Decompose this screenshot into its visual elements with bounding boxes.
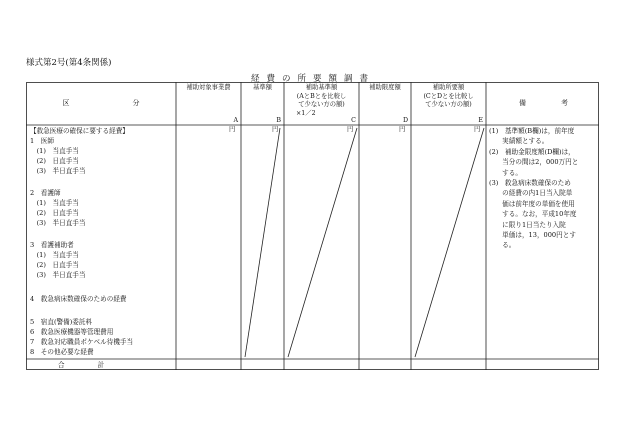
col-c-line: 補助基準額 (305, 84, 338, 91)
col-e-line: て少ない方の額) (425, 101, 472, 108)
remark-line: る。 (489, 241, 516, 250)
row-night-duty-contract: 5 宿直(警備)委託料 (30, 318, 93, 326)
col-e-line: 補助所要額 (432, 84, 465, 91)
row-item: (1) 当直手当 (30, 147, 79, 155)
col-b-header: 基準額 (253, 84, 272, 91)
remark-line: する。なお，平成10年度 (489, 210, 577, 219)
col-a-header: 補助対象事業費 (186, 84, 231, 91)
col-d-header: 補助限度額 (369, 84, 401, 91)
col-c-letter: C (351, 117, 356, 124)
col-e-header (411, 84, 486, 110)
remark-line: する。 (489, 168, 522, 177)
col-c-line: ×1／2 (296, 109, 316, 117)
row-nurse: 2 看護師 (30, 189, 61, 197)
remarks-header: 備 考 (519, 99, 568, 107)
row-item: (1) 当直手当 (30, 251, 79, 259)
row-emergency-beds: 4 救急病床数確保のための経費 (30, 295, 127, 303)
row-item: (3) 半日直手当 (30, 219, 86, 227)
remark-line: に限り1日当たり入院 (489, 220, 566, 229)
col-c-header (284, 84, 359, 118)
remark-line: (2) 補助金限度額(D欄)は， (489, 147, 575, 156)
yen-unit-e: 円 (474, 126, 481, 133)
category-header: 区 分 (62, 99, 140, 107)
col-c-line: (AとBとを比較し (296, 92, 347, 100)
expense-table (26, 82, 599, 372)
row-item: (1) 当直手当 (30, 199, 79, 207)
col-a-letter: A (233, 117, 238, 124)
row-nurse-assistant: 3 看護補助者 (30, 241, 74, 249)
row-item: (3) 半日直手当 (30, 167, 86, 175)
yen-unit-c: 円 (347, 126, 354, 133)
document-title: 経費の所要額調書 (250, 74, 375, 84)
row-section-header: 【救急医療の確保に要する経費】 (30, 127, 129, 135)
row-doctor: 1 医師 (30, 137, 54, 145)
col-c-line: て少ない方の額) (298, 101, 345, 108)
row-other-expenses: 8 その他必要な経費 (30, 348, 94, 356)
row-item: (2) 日直手当 (30, 157, 79, 165)
col-e-line: (CとDとを比較し (423, 92, 474, 100)
col-b-letter: B (276, 117, 281, 124)
col-d-letter: D (402, 117, 408, 124)
remark-line: 価は前年度の単価を使用 (489, 199, 575, 208)
row-item: (2) 日直手当 (30, 261, 79, 269)
form-number: 様式第2号(第4条関係) (26, 58, 112, 68)
row-item: (2) 日直手当 (30, 209, 79, 217)
remark-line: 当分の間は2，000万円と (489, 158, 579, 167)
yen-unit-b: 円 (272, 126, 279, 133)
yen-unit-a: 円 (229, 126, 236, 133)
row-item: (3) 半日直手当 (30, 271, 86, 279)
remark-line: (3) 救急病床数確保のため (489, 179, 571, 187)
total-label: 合 計 (58, 361, 105, 369)
remark-line: 単価は，13，000円とす (489, 231, 576, 239)
row-equipment-management: 6 救急医療機器等管理費用 (30, 328, 114, 336)
remark-line: の経費の内1日当入院単 (489, 189, 573, 198)
col-e-letter: E (478, 117, 483, 124)
row-pager-standby: 7 救急対応職員ポケベル待機手当 (30, 338, 134, 346)
remark-line: (1) 基準額(B欄)は，前年度 (489, 127, 575, 135)
yen-unit-d: 円 (399, 126, 406, 133)
remark-line: 実績額とする。 (489, 137, 549, 146)
